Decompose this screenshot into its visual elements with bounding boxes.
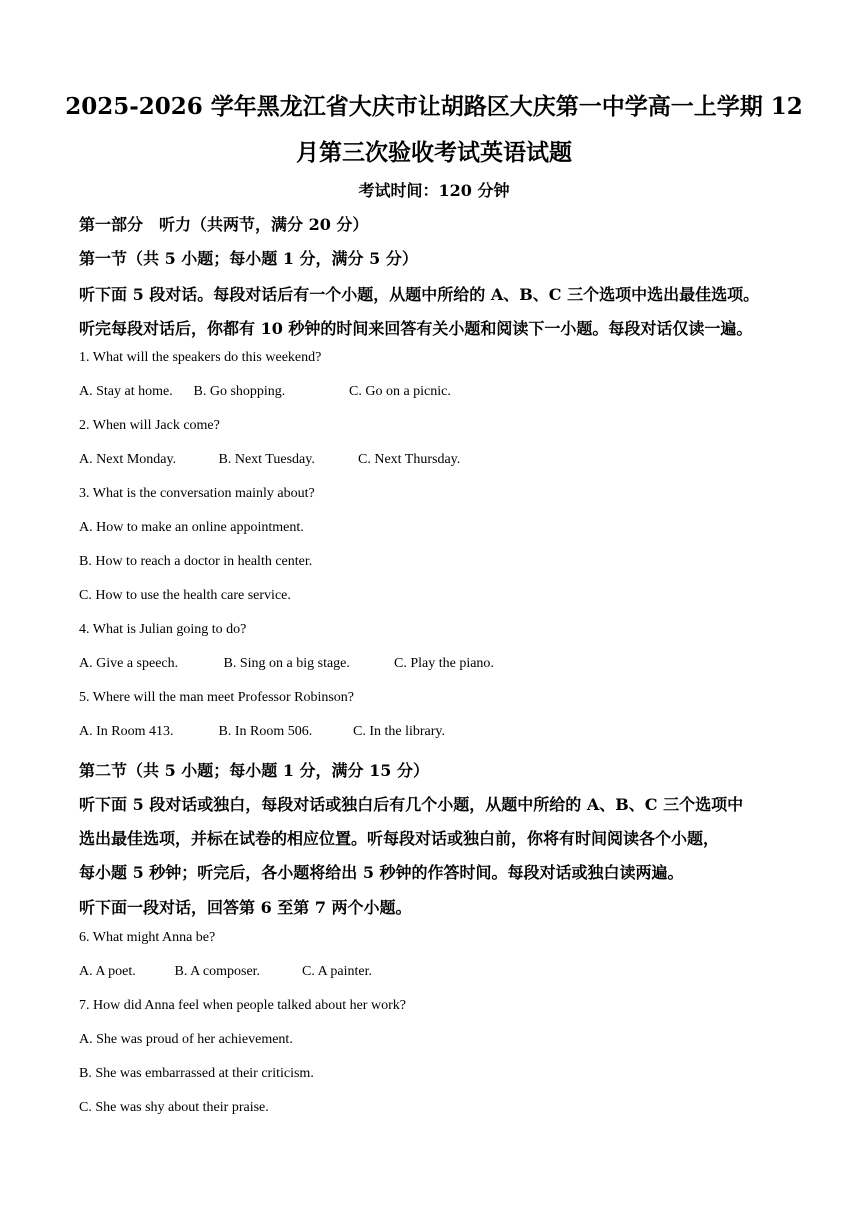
question-options — [79, 964, 372, 980]
question-stem: 3. What is the conversation mainly about? — [79, 486, 315, 501]
option-b: B. In Room 506. — [218, 724, 313, 739]
option-b: B. Sing on a big stage. — [223, 656, 350, 671]
option-a: A. Give a speech. — [79, 656, 179, 671]
section2-instruction-line: 听下面 5 段对话或独白，每段对话或独白后有几个小题，从题中所给的 A、B、C 三个选项中 — [79, 795, 744, 814]
option-c: C. She was shy about their praise. — [79, 1100, 269, 1115]
option-c: C. A painter. — [302, 964, 372, 979]
question-stem: 1. What will the speakers do this weekend? — [79, 350, 322, 365]
option-b: B. Next Tuesday. — [218, 452, 315, 467]
part1-heading: 第一部分 听力（共两节，满分 20 分） — [79, 215, 369, 234]
dialog-intro: 听下面一段对话，回答第 6 至第 7 两个小题。 — [79, 898, 412, 917]
option-c: C. In the library. — [353, 724, 446, 739]
question-options — [79, 384, 451, 400]
option-a: A. In Room 413. — [79, 724, 174, 739]
section2-heading: 第二节（共 5 小题；每小题 1 分，满分 15 分） — [79, 761, 429, 780]
exam-time: 考试时间：120 分钟 — [358, 181, 510, 200]
option-c: C. Next Thursday. — [358, 452, 461, 467]
section2-instruction-line: 选出最佳选项，并标在试卷的相应位置。听每段对话或独白前，你将有时间阅读各个小题， — [79, 829, 720, 848]
exam-title-line-2: 月第三次验收考试英语试题 — [296, 139, 572, 166]
question-stem: 4. What is Julian going to do? — [79, 622, 247, 637]
option-c: C. Go on a picnic. — [349, 384, 451, 399]
option-c: C. Play the piano. — [394, 656, 494, 671]
option-a: A. She was proud of her achievement. — [79, 1032, 293, 1047]
option-b: B. Go shopping. — [193, 384, 286, 399]
section1-heading: 第一节（共 5 小题；每小题 1 分，满分 5 分） — [79, 249, 418, 268]
question-stem: 7. How did Anna feel when people talked about her work? — [79, 998, 406, 1013]
question-options — [79, 724, 445, 740]
question-options — [79, 452, 460, 468]
question-stem: 6. What might Anna be? — [79, 930, 216, 945]
section1-instruction-line: 听下面 5 段对话。每段对话后有一个小题，从题中所给的 A、B、C 三个选项中选出最佳选项。 — [79, 285, 760, 304]
section2-instruction-line: 每小题 5 秒钟；听完后，各小题将给出 5 秒钟的作答时间。每段对话或独白读两遍。 — [79, 863, 684, 882]
question-stem: 2. When will Jack come? — [79, 418, 220, 433]
exam-title-line-1: 2025-2026 学年黑龙江省大庆市让胡路区大庆第一中学高一上学期 12 — [65, 93, 803, 120]
section1-instruction-line: 听完每段对话后，你都有 10 秒钟的时间来回答有关小题和阅读下一小题。每段对话仅读一遍。 — [79, 319, 753, 338]
option-a: A. Stay at home. — [79, 384, 173, 399]
option-b: B. A composer. — [174, 964, 261, 979]
option-a: A. How to make an online appointment. — [79, 520, 304, 535]
option-b: B. How to reach a doctor in health center. — [79, 554, 313, 569]
option-c: C. How to use the health care service. — [79, 588, 291, 603]
question-stem: 5. Where will the man meet Professor Robinson? — [79, 690, 355, 705]
option-a: A. Next Monday. — [79, 452, 177, 467]
option-b: B. She was embarrassed at their criticism. — [79, 1066, 314, 1081]
option-a: A. A poet. — [79, 964, 136, 979]
question-options — [79, 656, 494, 672]
